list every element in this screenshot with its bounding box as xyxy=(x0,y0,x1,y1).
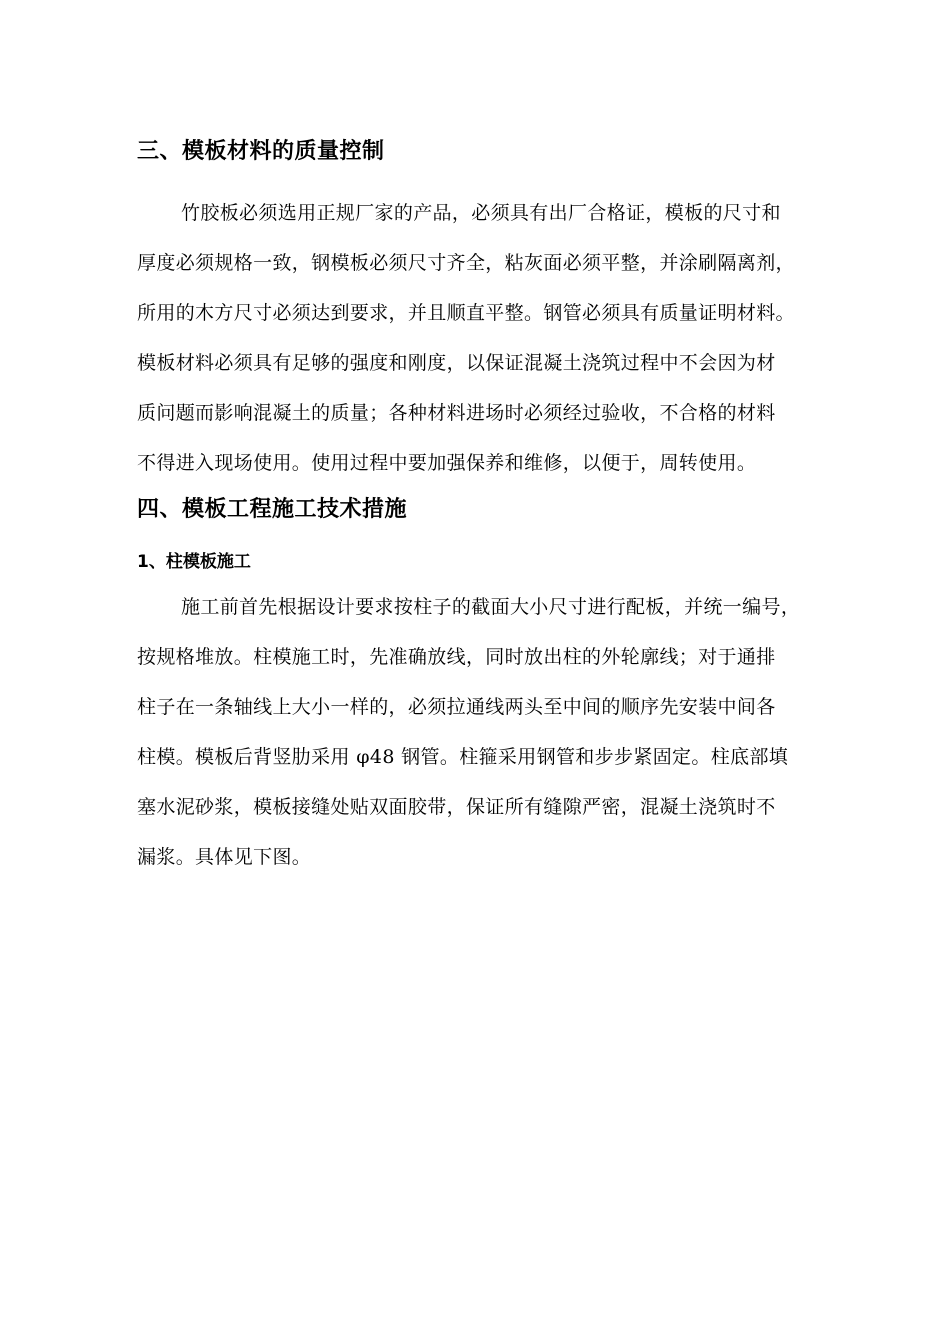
paragraph-column-formwork xyxy=(137,582,897,882)
section-heading-quality-control: 三、模板材料的质量控制 xyxy=(137,139,385,164)
paragraph-line: 柱模。模板后背竖肋采用 φ48 钢管。柱箍采用钢管和步步紧固定。柱底部填 xyxy=(137,746,789,768)
paragraph-line: 按规格堆放。柱模施工时，先准确放线，同时放出柱的外轮廓线；对于通排 xyxy=(137,646,776,668)
section-heading-technical-measures: 四、模板工程施工技术措施 xyxy=(137,497,408,522)
paragraph-line: 施工前首先根据设计要求按柱子的截面大小尺寸进行配板，并统一编号， xyxy=(181,596,801,618)
paragraph-quality-control xyxy=(137,188,897,488)
paragraph-line: 塞水泥砂浆，模板接缝处贴双面胶带，保证所有缝隙严密，混凝土浇筑时不 xyxy=(137,796,776,818)
paragraph-line: 竹胶板必须选用正规厂家的产品，必须具有出厂合格证，模板的尺寸和 xyxy=(181,202,781,224)
paragraph-line: 所用的木方尺寸必须达到要求，并且顺直平整。钢管必须具有质量证明材料。 xyxy=(137,302,795,324)
paragraph-line: 不得进入现场使用。使用过程中要加强保养和维修，以便于，周转使用。 xyxy=(137,452,757,474)
subsection-heading-column-formwork: 1、柱模板施工 xyxy=(137,552,251,572)
paragraph-line: 厚度必须规格一致，钢模板必须尺寸齐全，粘灰面必须平整，并涂刷隔离剂， xyxy=(137,252,795,274)
paragraph-line: 柱子在一条轴线上大小一样的，必须拉通线两头至中间的顺序先安装中间各 xyxy=(137,696,776,718)
paragraph-line: 漏浆。具体见下图。 xyxy=(137,846,312,868)
page-content xyxy=(137,132,897,882)
paragraph-line: 质问题而影响混凝土的质量；各种材料进场时必须经过验收，不合格的材料 xyxy=(137,402,776,424)
paragraph-line: 模板材料必须具有足够的强度和刚度，以保证混凝土浇筑过程中不会因为材 xyxy=(137,352,776,374)
